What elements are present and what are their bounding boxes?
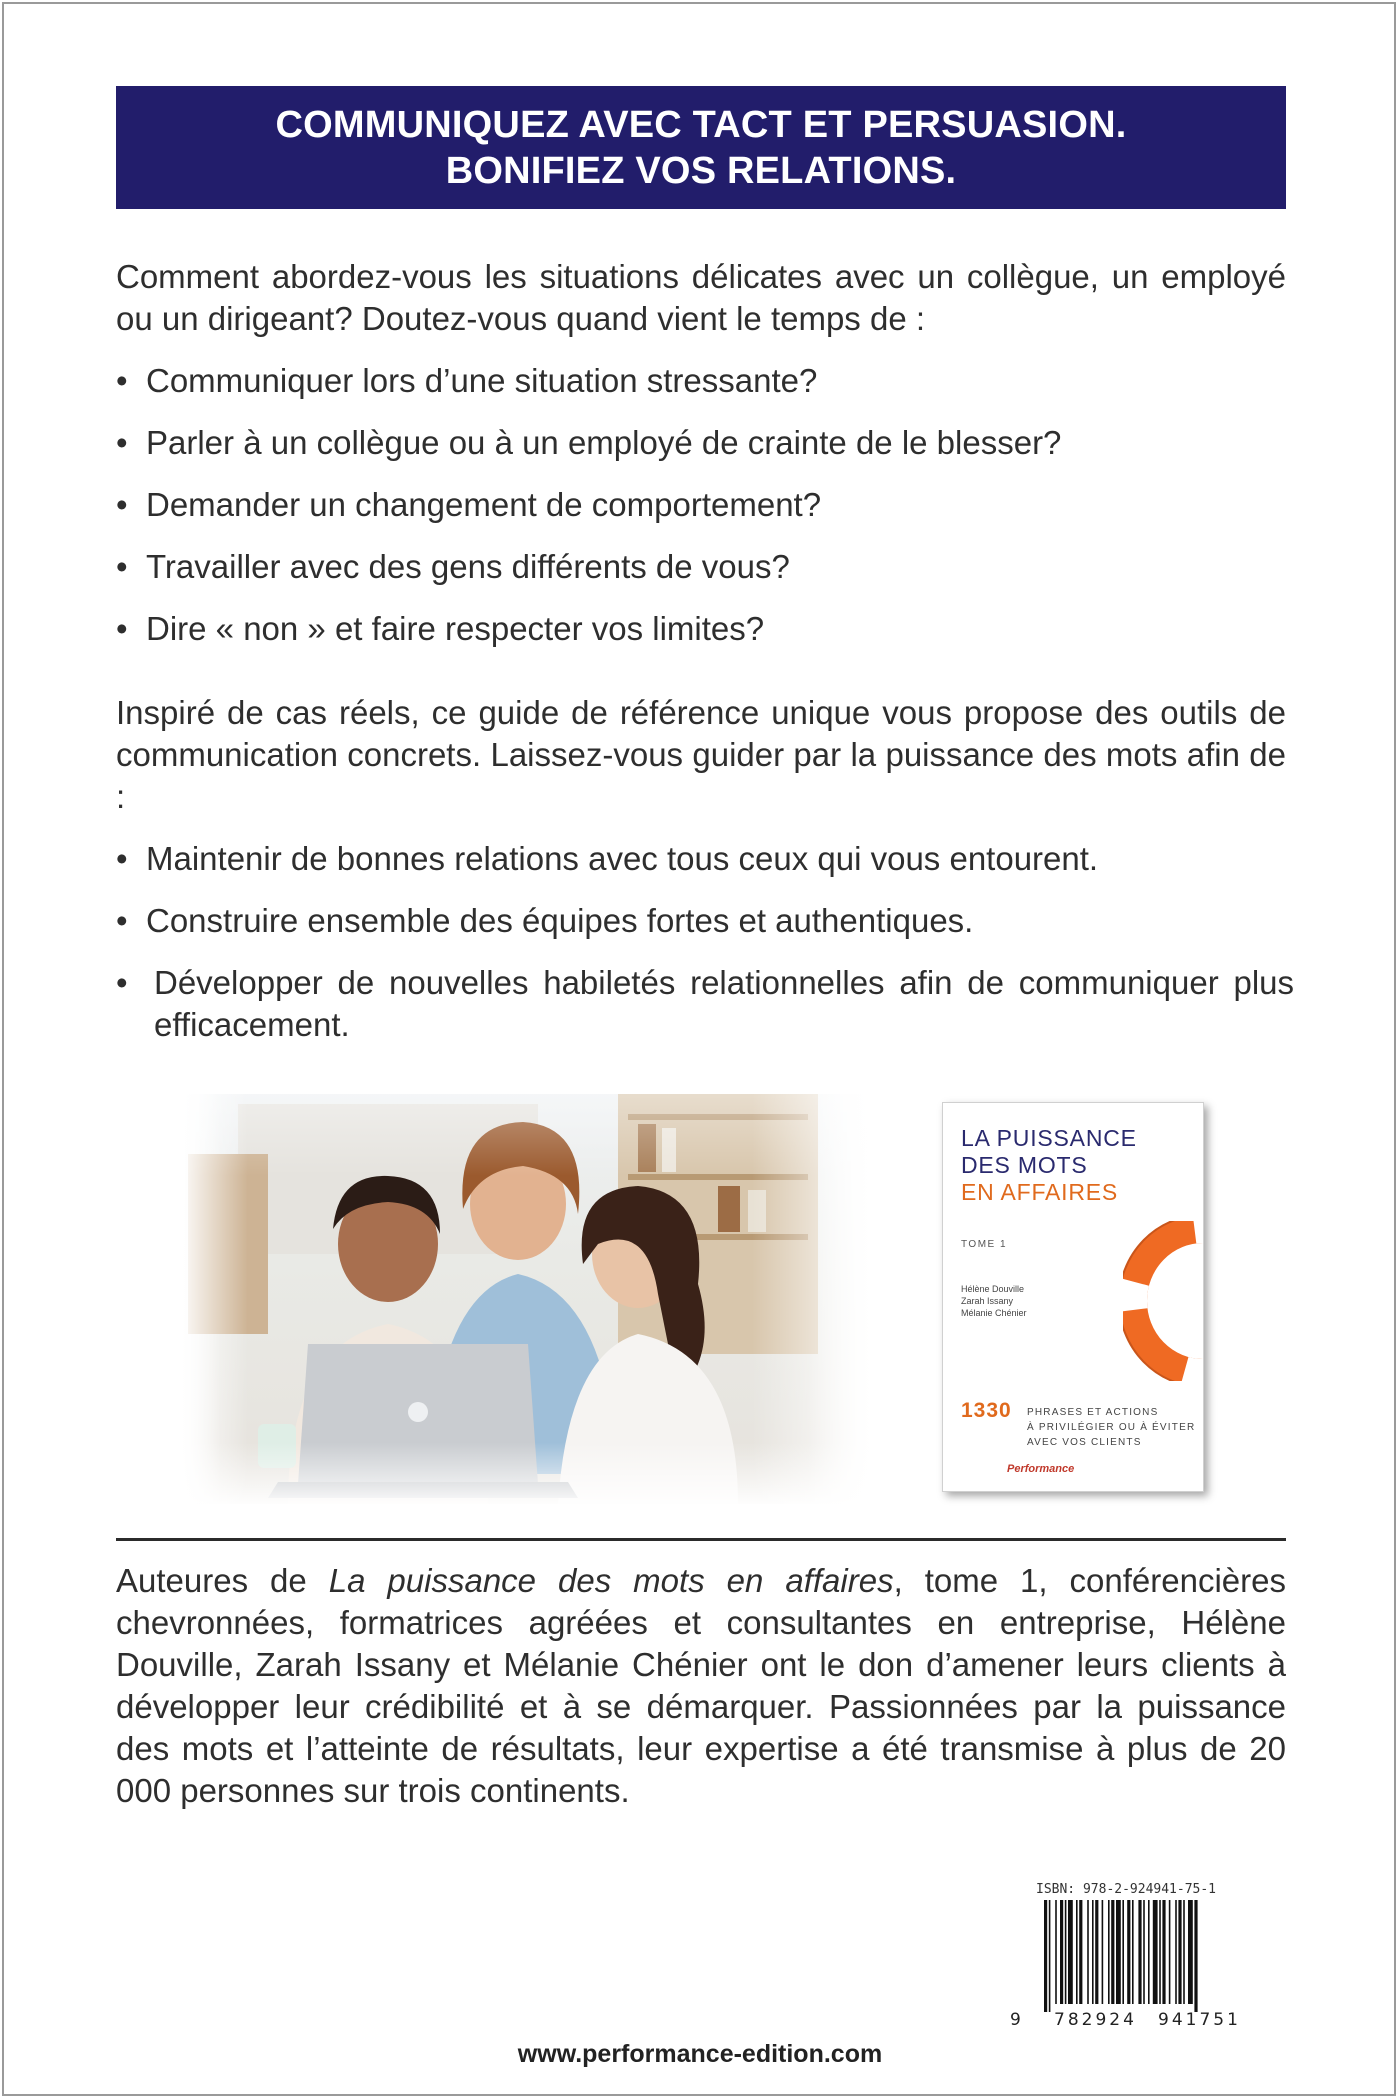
book-title-italic: La puissance des mots en affaires — [328, 1562, 894, 1599]
bullet-dot: • — [116, 610, 128, 647]
bullet-dot: • — [116, 964, 128, 1001]
barcode-icon — [1042, 1900, 1262, 2012]
middle-paragraph: Inspiré de cas réels, ce guide de référence unique vous propose des outils de communication concrets. Laissez-vous guider par la puissance des mots afin de : — [116, 694, 1286, 815]
authors-bio: Auteures de La puissance des mots en affaires, tome 1, conférencières chevronnées, formatrices agréées et consultantes en entreprise, Hélène Douville, Zarah Issany et Mélanie Chénier ont le don d’amener leurs clients à développer leur crédibilité et à se démarquer. Passionnées par la puissance des mots et l’atteinte de résultats, leur expertise a été transmise à plus de 20 000 personnes sur trois continents. — [116, 1562, 1287, 1809]
list-item — [116, 838, 1316, 880]
list-item-text: Maintenir de bonnes relations avec tous ceux qui vous entourent. — [146, 840, 1099, 877]
lifebuoy-icon — [1123, 1221, 1204, 1381]
book-title-accent: EN AFFAIRES — [961, 1179, 1119, 1205]
book-cover — [942, 1102, 1204, 1492]
intro-paragraph: Comment abordez-vous les situations délicates avec un collègue, un employé ou un dirigeant? Doutez-vous quand vient le temps de : — [116, 258, 1286, 337]
book-number: 1330 — [961, 1399, 1012, 1422]
bullet-dot: • — [116, 362, 128, 399]
book-tome: TOME 1 — [961, 1239, 1008, 1250]
bullet-dot: • — [116, 902, 128, 939]
headline-banner — [116, 86, 1286, 209]
list-item-text: Communiquer lors d’une situation stressante? — [146, 362, 818, 399]
bullet-dot: • — [116, 548, 128, 585]
bullet-dot: • — [116, 486, 128, 523]
list-item — [116, 608, 1316, 650]
list-item — [116, 484, 1316, 526]
list-item-text: Parler à un collègue ou à un employé de crainte de le blesser? — [146, 424, 1062, 461]
bullet-dot: • — [116, 840, 128, 877]
book-authors: Hélène Douville Zarah Issany Mélanie Chénier — [961, 1284, 1027, 1318]
list-item-text: Développer de nouvelles habiletés relationnelles afin de communiquer plus efficacement. — [154, 964, 1294, 1043]
list-item — [116, 422, 1316, 464]
isbn-label: ISBN: 978-2-924941-75-1 — [1036, 1882, 1217, 1897]
website-url: www.performance-edition.com — [517, 2040, 883, 2068]
section-divider — [116, 1538, 1286, 1541]
list-item — [116, 962, 1294, 1046]
book-tagline: PHRASES ET ACTIONS À PRIVILÉGIER OU À ÉVITER AVEC VOS CLIENTS — [1027, 1407, 1196, 1448]
authors-photo — [178, 1094, 878, 1504]
list-item — [116, 900, 1316, 942]
publisher-logo: Performance — [1007, 1463, 1075, 1475]
list-item — [116, 360, 1316, 402]
list-item-text: Construire ensemble des équipes fortes et authentiques. — [146, 902, 974, 939]
headline-line-1: COMMUNIQUEZ AVEC TACT ET PERSUASION. — [275, 104, 1127, 146]
list-item — [116, 546, 1316, 588]
bullet-dot: • — [116, 424, 128, 461]
list-item-text: Demander un changement de comportement? — [146, 486, 822, 523]
list-item-text: Dire « non » et faire respecter vos limites? — [146, 610, 765, 647]
list-item-text: Travailler avec des gens différents de vous? — [146, 548, 790, 585]
book-title: LA PUISSANCE DES MOTS — [961, 1125, 1137, 1178]
headline-line-2: BONIFIEZ VOS RELATIONS. — [445, 150, 957, 192]
